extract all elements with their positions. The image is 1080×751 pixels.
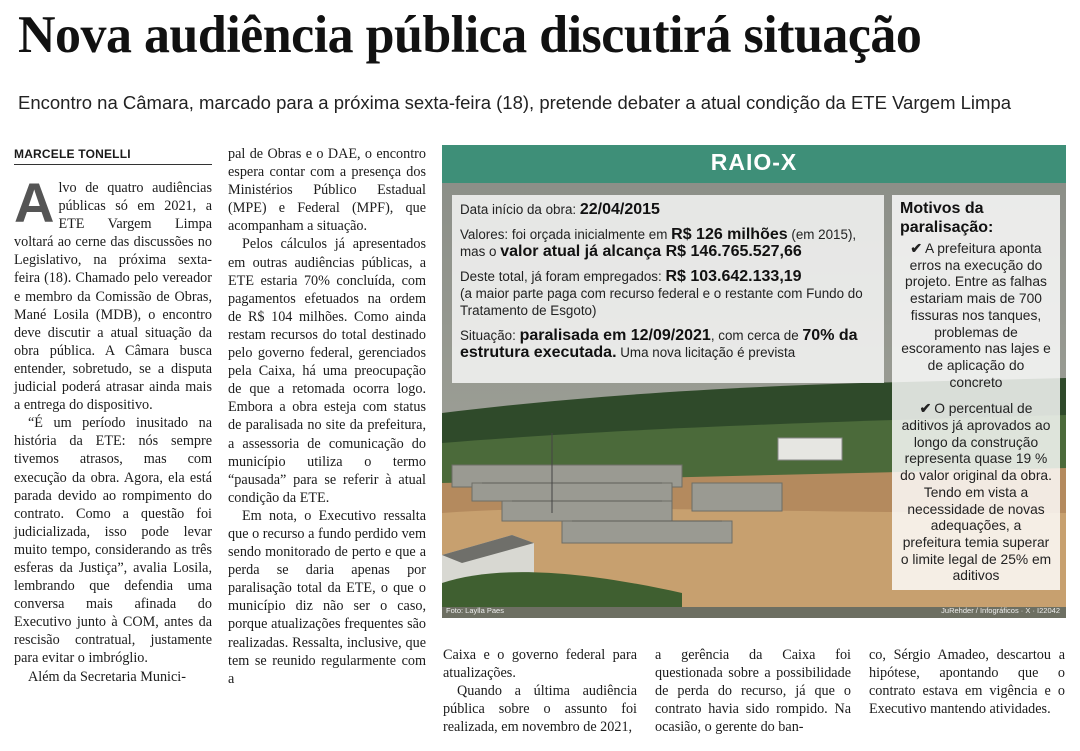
article-paragraph: Pelos cálculos já apresentados em outras audiências públicas, a ETE estaria 70% concluída, com pagamentos efetuados na ordem de R$ 104 milhões. Como ainda restam recursos do total destinado pelo governo federal, gerenciados pela Caixa, há uma preocupação de que a retomada ocorra logo. Embora a obra esteja com status de paralisada no site da prefeitura, a assessoria de comunicação do município utiliza o termo “pausada” para se referir à atual condição da ETE. [228,236,426,506]
infographic-credit: JuRehder / Infográficos · X · I22042 [941,606,1060,615]
start-date: 22/04/2015 [579,201,660,218]
subheadline: Encontro na Câmara, marcado para a próxima sexta-feira (18), pretende debater a atual condição da ETE Vargem Limpa [18,92,1012,113]
article-column-4 [655,646,851,736]
text: (em 2015), mas o [460,227,857,259]
drop-cap: A [14,171,55,234]
article-paragraph: a gerência da Caixa foi questionada sobre a possibilidade de perda do recurso, já que o contrato havia sido rompido. Na ocasião, o gerente do ban- [655,647,851,736]
text: Valores: foi orçada inicialmente em [460,227,668,242]
completion-percent: 70% da estrutura executada. [460,327,858,361]
headline: Nova audiência pública discutirá situação [18,6,922,64]
byline: MARCELE TONELLI [14,146,212,165]
article-paragraph: Caixa e o governo federal para atualizações. [443,647,637,682]
check-icon: ✔ [919,401,932,417]
motivo-item [900,241,1052,391]
situacao-row [460,327,876,361]
paragraph-text: lvo de quatro audiências públicas só em 2021, a ETE Vargem Limpa voltará ao cerne das discussões no Legislativo, na próxima sexta-feira (18). Chamado pelo vereador e membro da Comissão de Obras, Mané Losila (MDB), o encontro deve discutir a atual situação da obra pública. A Câmara busca entender, sobretudo, se a disputa judicial poderá atrasar ainda mais a entrega do dispositivo. [14,180,212,414]
valores-row [460,226,876,260]
check-icon: ✔ [910,241,922,256]
current-value: valor atual já alcança R$ 146.765.527,66 [500,243,802,260]
article-paragraph [14,171,212,414]
raio-x-infobox [442,145,1066,618]
motivos-title: Motivos da paralisação: [900,200,994,236]
obra-start-row [460,201,876,218]
raio-x-title: RAIO-X [710,149,798,175]
initial-budget: R$ 126 milhões [671,226,788,243]
photo-credit: Foto: Laylla Paes [446,606,504,615]
article-paragraph: “É um período inusitado na história da ETE: nós sempre tivemos atrasos, mas com execução da obra. Agora, ela está parada devido ao rompimento do contrato. Como a questão foi judicializada, isso pode levar muito tempo, considerando as três esferas da Justiça”, avalia Losila, lembrando que defendia uma conversa mais afinada do Executivo junto à COM, antes da rescisão contratual, justamente para evitar o imbróglio. [14,415,212,667]
label: Data início da obra: [460,202,577,217]
article-column-1 [14,171,212,686]
article-column-3 [443,646,637,736]
text: , com cerca de [710,328,799,343]
motivo-text: O percentual de aditivos já aprovados ao longo da construção representa quase 19 % do valor original da obra. Tendo em vista a necessidade de novas adequações, a prefeitura temia superar o limite legal de 25% em aditivos [900,401,1052,584]
article-paragraph: co, Sérgio Amadeo, descartou a hipótese, apontando que o contrato estava em vigência e o Executivo mantendo atividades. [869,647,1065,718]
motivo-text: A prefeitura aponta erros na execução do projeto. Entre as falhas estariam mais de 700 fissuras nos tanques, problemas de escoramento nas lajes e de aplicação do concreto [901,241,1051,390]
status-date: paralisada em 12/09/2021 [519,327,711,344]
article-paragraph: Quando a última audiência pública sobre o assunto foi realizada, em novembro de 2021, [443,683,637,736]
article-column-2 [228,145,426,688]
article-paragraph: Em nota, o Executivo ressalta que o recurso a fundo perdido vem sendo monitorado de perto e que a perda se daria apenas por paralisação total da ETE, o que o município diz não ser o caso, porque atualizações frequentes são realizadas. Ressalta, inclusive, que tem se reunido regularmente com a [228,507,426,687]
motivo-item [900,401,1052,585]
motivos-panel [892,195,1060,590]
empregados-row [460,268,876,319]
text: Deste total, já foram empregados: [460,269,662,284]
article-column-5 [869,646,1065,718]
article-paragraph: Além da Secretaria Munici- [28,668,186,685]
spent-value: R$ 103.642.133,19 [665,268,802,285]
text: (a maior parte paga com recurso federal e o restante com Fundo do Tratamento de Esgoto) [460,286,863,318]
text: Situação: [460,328,516,343]
raio-x-data-panel [452,195,884,383]
text: Uma nova licitação é prevista [620,345,796,360]
article-paragraph: pal de Obras e o DAE, o encontro espera contar com a presença dos Ministérios Público Estadual (MPE) e Federal (MPF), que acompanham a situação. [228,146,426,235]
